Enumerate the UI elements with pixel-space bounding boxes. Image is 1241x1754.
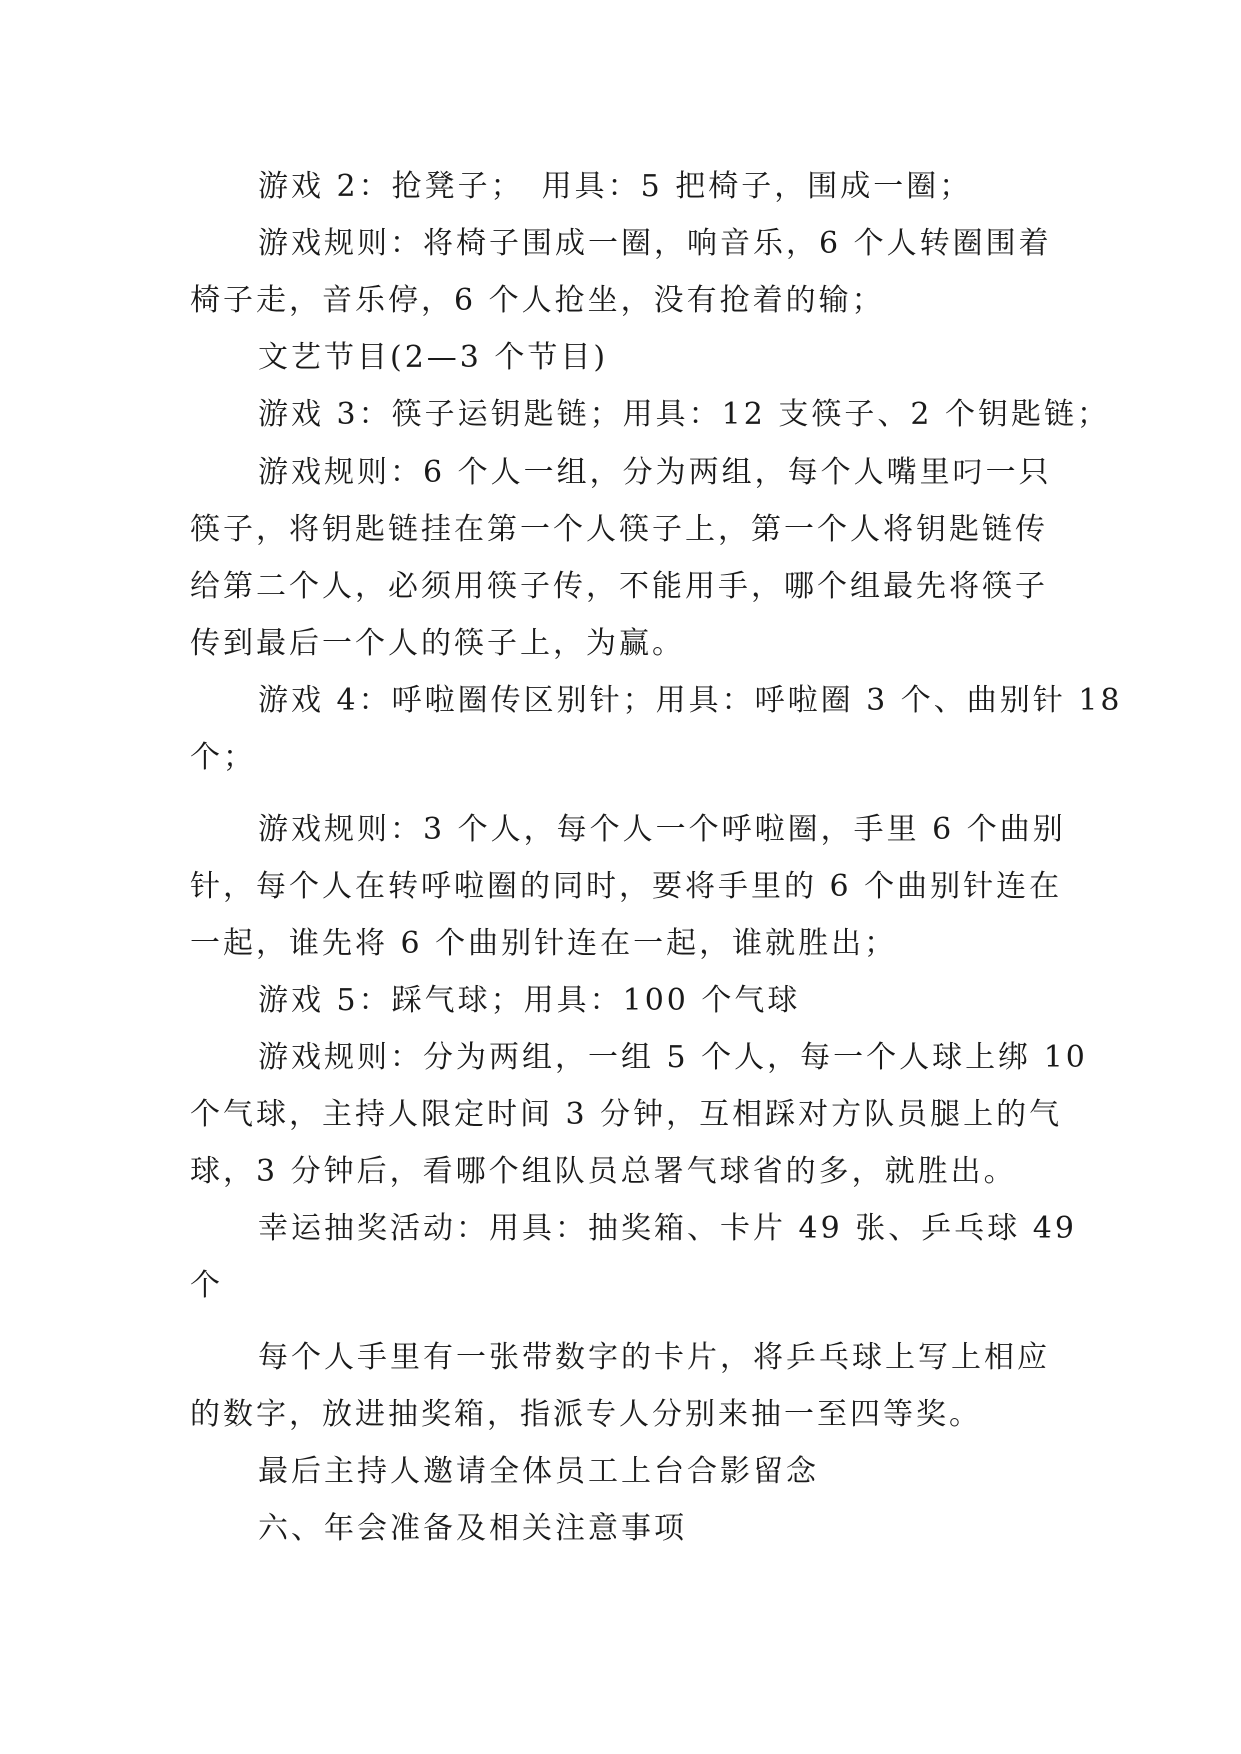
line-lottery-title-cont: 个 xyxy=(190,1268,223,1303)
line-lottery-rules: 每个人手里有一张带数字的卡片，将乒乓球上写上相应 xyxy=(258,1340,1050,1375)
line-group-photo: 最后主持人邀请全体员工上台合影留念 xyxy=(258,1454,819,1489)
line-performances: 文艺节目(2—3 个节目) xyxy=(258,340,609,375)
line-game4-title-cont: 个； xyxy=(190,740,256,775)
line-game5-rules-cont-2: 球，3 分钟后，看哪个组队员总署气球省的多，就胜出。 xyxy=(190,1154,1017,1189)
line-game2-rules-cont: 椅子走，音乐停，6 个人抢坐，没有抢着的输； xyxy=(190,283,885,318)
line-game2-title: 游戏 2：抢凳子； 用具：5 把椅子，围成一圈； xyxy=(258,169,973,204)
line-game3-title: 游戏 3：筷子运钥匙链；用具：12 支筷子、2 个钥匙链； xyxy=(258,397,1110,432)
line-game5-title: 游戏 5：踩气球；用具：100 个气球 xyxy=(258,983,801,1018)
line-game3-rules-cont-1: 筷子，将钥匙链挂在第一个人筷子上，第一个人将钥匙链传 xyxy=(190,512,1048,547)
line-game4-rules-cont-2: 一起，谁先将 6 个曲别针连在一起，谁就胜出； xyxy=(190,926,898,961)
line-game5-rules: 游戏规则：分为两组，一组 5 个人，每一个人球上绑 10 xyxy=(258,1040,1088,1075)
line-game3-rules: 游戏规则：6 个人一组，分为两组，每个人嘴里叼一只 xyxy=(258,455,1052,490)
line-section-six-heading: 六、年会准备及相关注意事项 xyxy=(258,1511,687,1546)
line-game2-rules: 游戏规则：将椅子围成一圈，响音乐，6 个人转圈围着 xyxy=(258,226,1052,261)
line-lottery-title: 幸运抽奖活动：用具：抽奖箱、卡片 49 张、乒乓球 49 xyxy=(258,1211,1077,1246)
line-game4-title: 游戏 4：呼啦圈传区别针；用具：呼啦圈 3 个、曲别针 18 xyxy=(258,683,1123,718)
line-game3-rules-cont-3: 传到最后一个人的筷子上，为赢。 xyxy=(190,626,685,661)
line-game4-rules: 游戏规则：3 个人，每个人一个呼啦圈，手里 6 个曲别 xyxy=(258,812,1066,847)
line-game3-rules-cont-2: 给第二个人，必须用筷子传，不能用手，哪个组最先将筷子 xyxy=(190,569,1048,604)
line-game4-rules-cont-1: 针，每个人在转呼啦圈的同时，要将手里的 6 个曲别针连在 xyxy=(190,869,1063,904)
line-game5-rules-cont-1: 个气球，主持人限定时间 3 分钟，互相踩对方队员腿上的气 xyxy=(190,1097,1063,1132)
line-lottery-rules-cont: 的数字，放进抽奖箱，指派专人分别来抽一至四等奖。 xyxy=(190,1397,982,1432)
